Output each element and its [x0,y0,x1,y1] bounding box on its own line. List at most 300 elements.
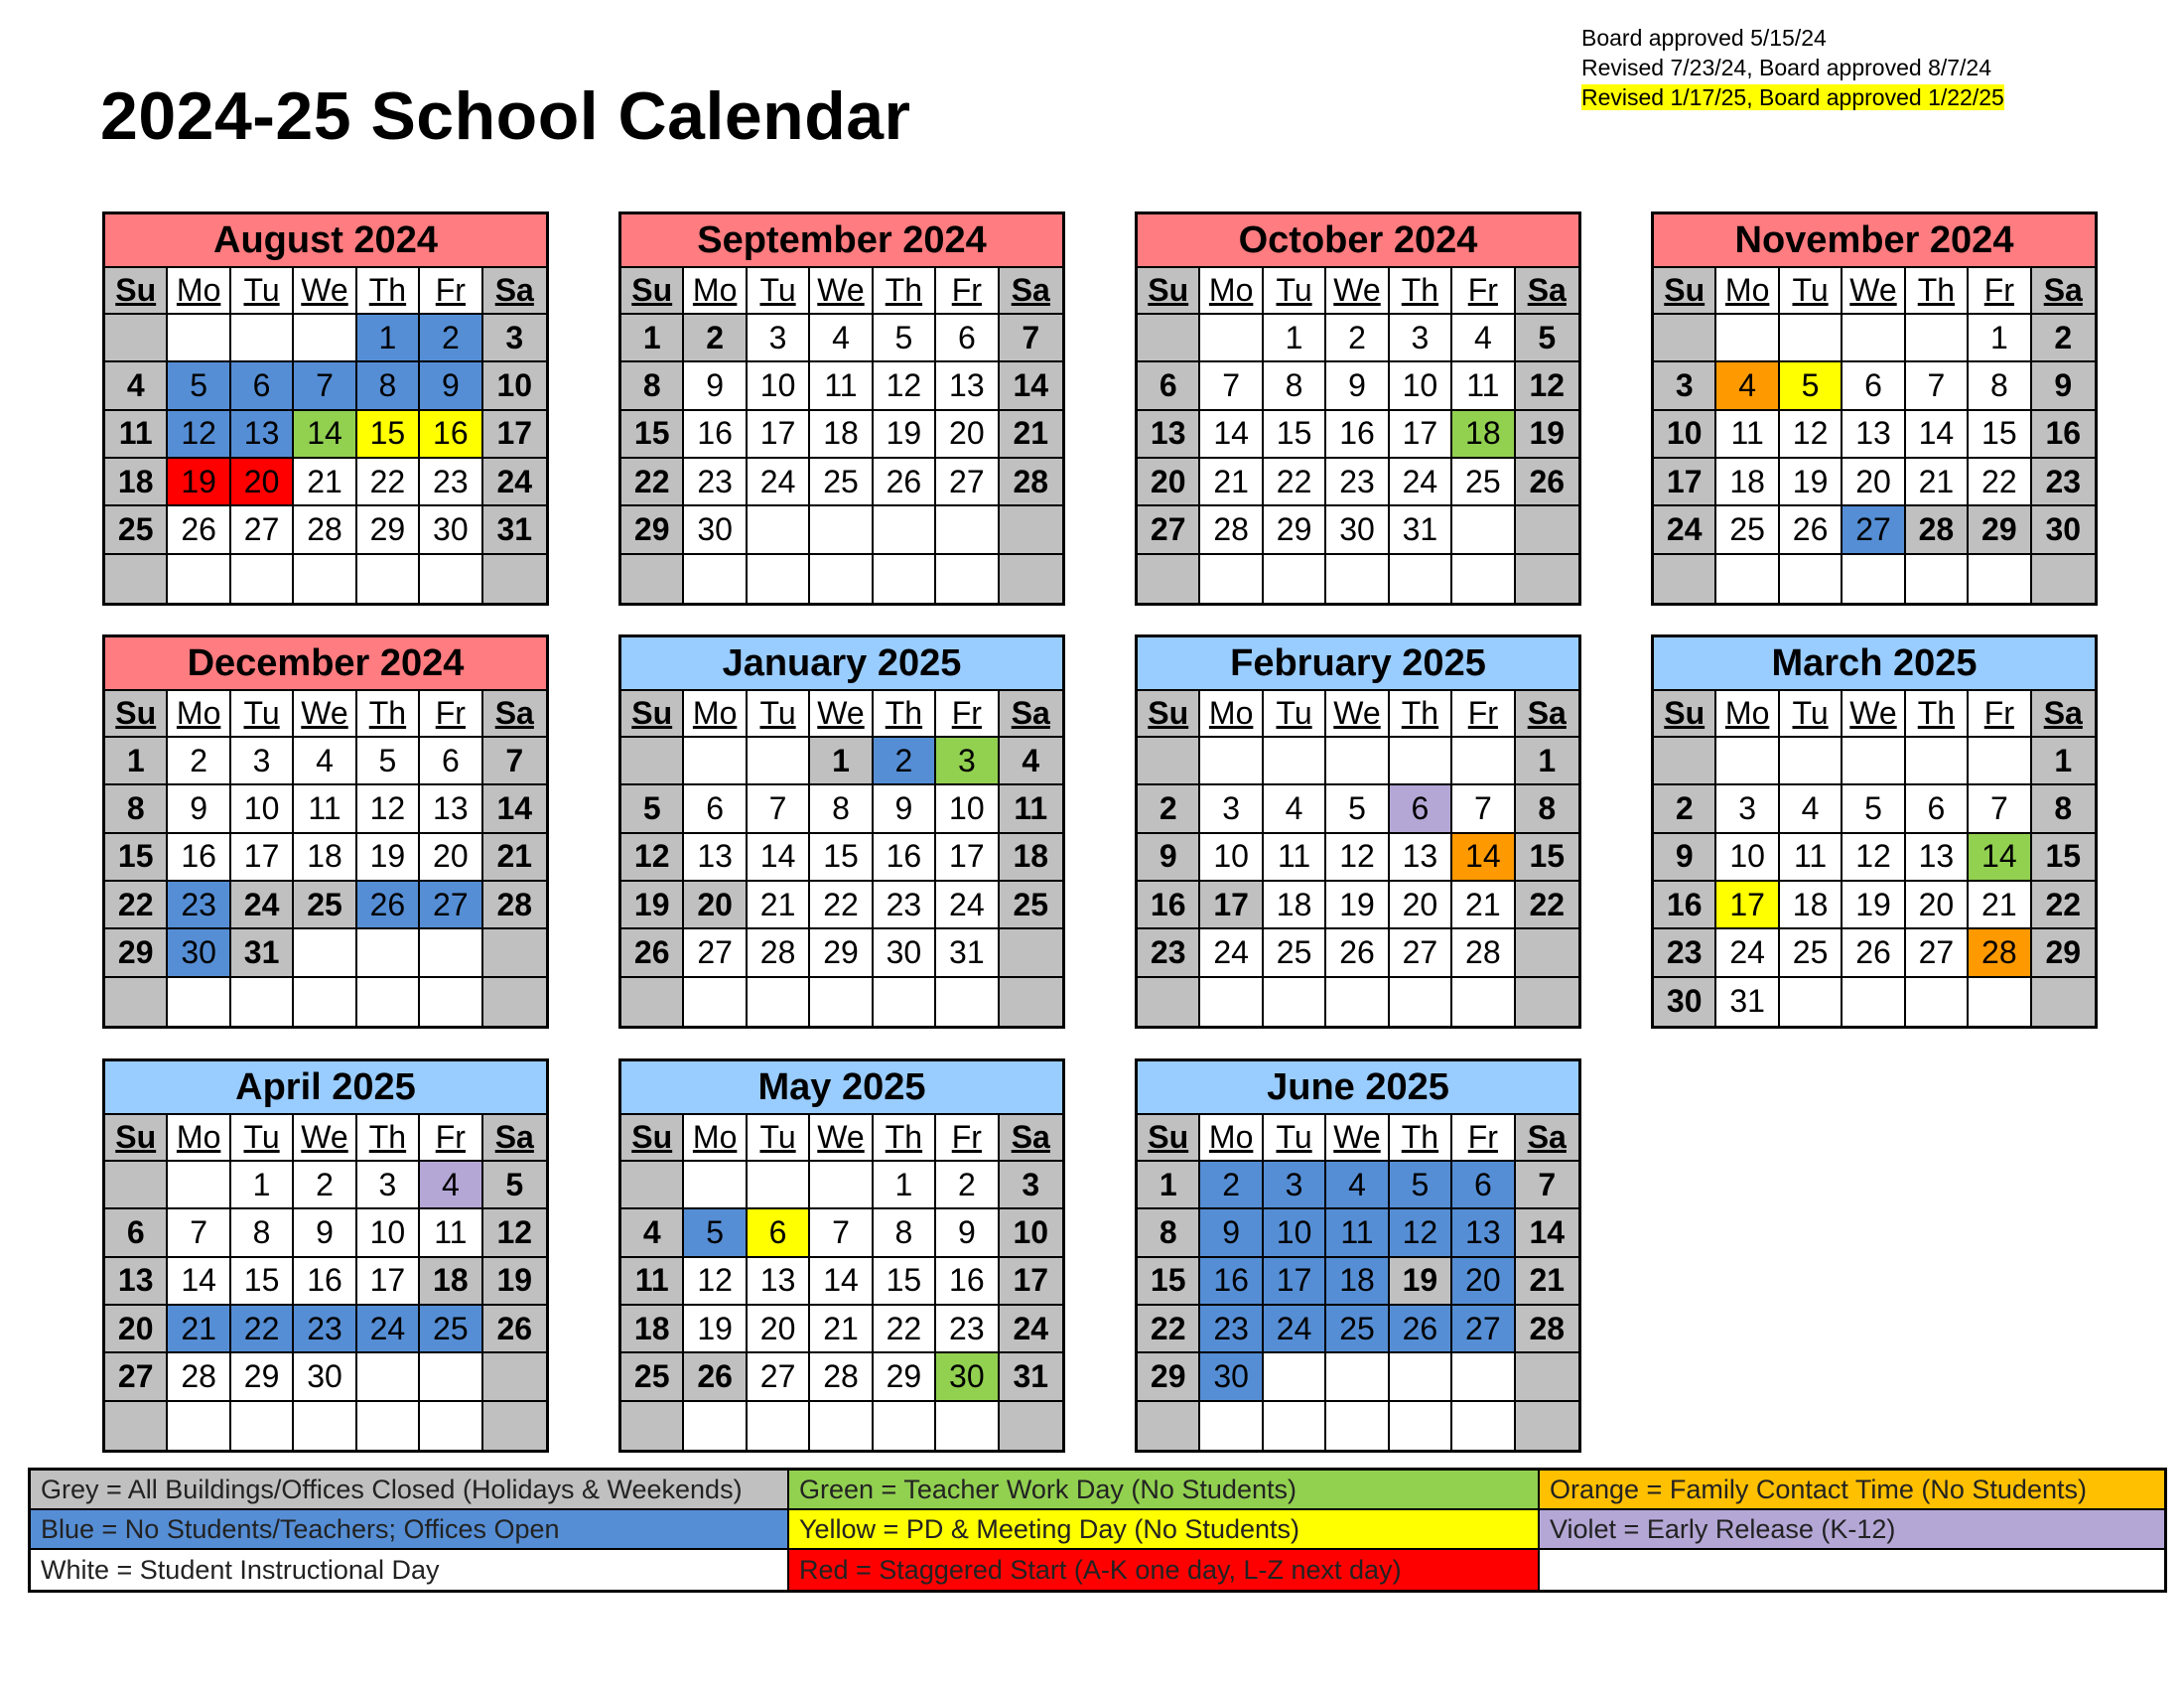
day-header: Tu [231,268,294,315]
month-title: September 2024 [621,214,1062,268]
day-cell: 27 [1138,506,1200,554]
empty-cell [1906,978,1969,1026]
day-cell: 2 [1654,785,1716,833]
empty-cell [420,1353,482,1401]
day-cell: 15 [357,411,420,459]
day-cell: 15 [874,1258,936,1306]
empty-cell [105,315,168,362]
empty-cell [1326,1353,1389,1401]
day-cell: 9 [874,785,936,833]
empty-cell [420,978,482,1026]
empty-cell [105,1162,168,1209]
day-cell: 26 [483,1306,546,1353]
day-cell: 26 [1780,506,1843,554]
day-header: Th [1906,691,1969,738]
empty-cell [1326,738,1389,785]
day-cell: 26 [1843,929,1905,977]
empty-cell [294,978,356,1026]
day-cell: 5 [483,1162,546,1209]
day-cell: 24 [1264,1306,1326,1353]
day-header: Su [1654,691,1716,738]
day-cell: 1 [1516,738,1578,785]
month-calendar [102,634,549,1029]
day-cell: 25 [1780,929,1843,977]
day-cell: 6 [1138,362,1200,410]
day-cell: 22 [105,882,168,929]
day-cell: 6 [231,362,294,410]
day-header: Sa [1516,1115,1578,1162]
day-cell: 13 [1906,834,1969,882]
day-cell: 13 [420,785,482,833]
empty-cell [684,738,747,785]
day-cell: 30 [874,929,936,977]
day-cell: 20 [684,882,747,929]
day-cell: 28 [483,882,546,929]
month-calendar [102,1058,549,1453]
day-cell: 9 [420,362,482,410]
day-cell: 5 [1843,785,1905,833]
day-cell: 29 [621,506,684,554]
day-header: Th [1390,691,1452,738]
day-cell: 1 [2032,738,2095,785]
day-cell: 15 [231,1258,294,1306]
day-cell: 13 [1452,1209,1515,1257]
day-header: Sa [483,691,546,738]
day-header: Th [1390,268,1452,315]
empty-cell [357,1353,420,1401]
color-legend [28,1468,2167,1593]
day-header: Fr [936,691,999,738]
approval-note: Revised 7/23/24, Board approved 8/7/24 [1581,55,1992,80]
day-header: Sa [2032,268,2095,315]
empty-cell [1780,315,1843,362]
day-cell: 26 [874,459,936,506]
empty-cell [357,929,420,977]
empty-cell [1780,555,1843,603]
day-cell: 27 [936,459,999,506]
day-cell: 10 [483,362,546,410]
approval-note-highlighted: Revised 1/17/25, Board approved 1/22/25 [1581,84,2004,110]
day-cell: 22 [621,459,684,506]
day-cell: 16 [1654,882,1716,929]
day-cell: 8 [231,1209,294,1257]
day-cell: 22 [1264,459,1326,506]
empty-cell [748,978,810,1026]
empty-cell [357,555,420,603]
day-cell: 10 [231,785,294,833]
day-header: Sa [1516,268,1578,315]
day-cell: 30 [1654,978,1716,1026]
empty-cell [1452,978,1515,1026]
day-cell: 11 [1000,785,1062,833]
legend-item: Violet = Early Release (K-12) [1540,1510,2164,1550]
empty-cell [936,555,999,603]
month-title: January 2025 [621,637,1062,691]
day-header: Su [105,1115,168,1162]
day-header: Th [357,1115,420,1162]
day-header: Su [621,268,684,315]
legend-item: Orange = Family Contact Time (No Students) [1540,1471,2164,1510]
empty-cell [1200,738,1263,785]
day-cell: 6 [1390,785,1452,833]
day-cell: 14 [294,411,356,459]
day-header: Su [1138,1115,1200,1162]
month-title: May 2025 [621,1061,1062,1115]
day-cell: 14 [483,785,546,833]
day-cell: 16 [1326,411,1389,459]
day-cell: 20 [420,834,482,882]
day-cell: 17 [1654,459,1716,506]
day-cell: 29 [2032,929,2095,977]
empty-cell [748,1162,810,1209]
day-cell: 23 [168,882,230,929]
day-cell: 15 [810,834,873,882]
day-cell: 8 [1516,785,1578,833]
day-cell: 21 [1906,459,1969,506]
day-cell: 26 [621,929,684,977]
day-cell: 31 [231,929,294,977]
month-calendar [1135,211,1581,606]
day-cell: 1 [874,1162,936,1209]
day-cell: 28 [294,506,356,554]
day-cell: 4 [1452,315,1515,362]
empty-cell [231,1402,294,1450]
day-cell: 5 [357,738,420,785]
day-cell: 15 [2032,834,2095,882]
day-cell: 9 [1326,362,1389,410]
day-cell: 7 [483,738,546,785]
day-header: Su [621,691,684,738]
day-cell: 12 [1326,834,1389,882]
page-title: 2024-25 School Calendar [100,78,911,154]
day-cell: 12 [168,411,230,459]
day-header: Tu [1264,691,1326,738]
day-cell: 7 [1906,362,1969,410]
day-cell: 8 [621,362,684,410]
day-cell: 15 [1264,411,1326,459]
day-cell: 24 [357,1306,420,1353]
empty-cell [168,555,230,603]
empty-cell [168,315,230,362]
day-cell: 22 [874,1306,936,1353]
day-header: Th [874,691,936,738]
day-cell: 21 [483,834,546,882]
day-cell: 19 [1326,882,1389,929]
day-cell: 17 [1390,411,1452,459]
day-cell: 9 [1654,834,1716,882]
day-cell: 4 [105,362,168,410]
day-cell: 7 [810,1209,873,1257]
day-cell: 21 [294,459,356,506]
day-cell: 1 [231,1162,294,1209]
empty-cell [1516,978,1578,1026]
empty-cell [294,1402,356,1450]
day-cell: 30 [936,1353,999,1401]
day-cell: 5 [874,315,936,362]
day-cell: 17 [357,1258,420,1306]
empty-cell [1264,1402,1326,1450]
day-header: Tu [231,1115,294,1162]
day-cell: 22 [1516,882,1578,929]
day-cell: 14 [1969,834,2031,882]
empty-cell [748,506,810,554]
empty-cell [1138,1402,1200,1450]
day-header: Su [1138,691,1200,738]
day-header: Th [1906,268,1969,315]
day-cell: 12 [357,785,420,833]
month-title: February 2025 [1138,637,1578,691]
day-header: Fr [420,691,482,738]
empty-cell [621,978,684,1026]
day-cell: 23 [684,459,747,506]
day-cell: 25 [621,1353,684,1401]
day-cell: 10 [1390,362,1452,410]
day-cell: 20 [231,459,294,506]
day-cell: 22 [231,1306,294,1353]
empty-cell [1969,555,2031,603]
day-cell: 24 [1000,1306,1062,1353]
legend-item: Red = Staggered Start (A-K one day, L-Z next day) [789,1550,1540,1590]
day-header: Mo [168,691,230,738]
empty-cell [1654,738,1716,785]
day-cell: 9 [294,1209,356,1257]
day-cell: 19 [168,459,230,506]
day-header: Fr [936,268,999,315]
day-cell: 19 [1843,882,1905,929]
day-cell: 15 [105,834,168,882]
day-cell: 31 [483,506,546,554]
day-cell: 18 [1264,882,1326,929]
month-title: August 2024 [105,214,546,268]
month-calendar [1651,634,2098,1029]
day-cell: 6 [105,1209,168,1257]
empty-cell [1000,506,1062,554]
day-header: Th [357,268,420,315]
day-cell: 7 [1516,1162,1578,1209]
day-cell: 24 [231,882,294,929]
day-cell: 5 [621,785,684,833]
empty-cell [1906,738,1969,785]
empty-cell [1969,978,2031,1026]
empty-cell [1906,555,1969,603]
empty-cell [483,978,546,1026]
day-header: Mo [684,268,747,315]
legend-item [1540,1550,2164,1590]
day-cell: 29 [105,929,168,977]
day-header: Tu [748,1115,810,1162]
day-cell: 7 [1000,315,1062,362]
day-cell: 5 [168,362,230,410]
empty-cell [1138,738,1200,785]
empty-cell [1516,555,1578,603]
day-cell: 15 [1516,834,1578,882]
month-title: June 2025 [1138,1061,1578,1115]
day-cell: 15 [1969,411,2031,459]
day-cell: 14 [1516,1209,1578,1257]
legend-item: Yellow = PD & Meeting Day (No Students) [789,1510,1540,1550]
day-cell: 6 [420,738,482,785]
day-cell: 3 [1264,1162,1326,1209]
day-cell: 19 [1516,411,1578,459]
day-cell: 16 [684,411,747,459]
empty-cell [1452,1353,1515,1401]
day-header: We [294,691,356,738]
day-cell: 25 [1716,506,1779,554]
day-cell: 25 [294,882,356,929]
empty-cell [420,1402,482,1450]
day-cell: 8 [1969,362,2031,410]
empty-cell [1264,555,1326,603]
day-header: Sa [2032,691,2095,738]
day-cell: 22 [810,882,873,929]
day-cell: 9 [684,362,747,410]
day-cell: 22 [1969,459,2031,506]
day-cell: 18 [1780,882,1843,929]
day-header: Tu [1264,1115,1326,1162]
day-cell: 2 [684,315,747,362]
day-header: Sa [1516,691,1578,738]
day-cell: 30 [1326,506,1389,554]
day-cell: 20 [105,1306,168,1353]
day-cell: 10 [1654,411,1716,459]
day-cell: 2 [294,1162,356,1209]
empty-cell [936,978,999,1026]
empty-cell [874,1402,936,1450]
day-cell: 6 [1906,785,1969,833]
empty-cell [1516,1402,1578,1450]
day-cell: 22 [1138,1306,1200,1353]
day-cell: 17 [748,411,810,459]
empty-cell [1138,555,1200,603]
day-header: Su [1138,268,1200,315]
day-cell: 5 [1326,785,1389,833]
day-cell: 13 [748,1258,810,1306]
day-cell: 24 [1716,929,1779,977]
empty-cell [1780,978,1843,1026]
approval-notes [1581,23,2004,112]
day-cell: 25 [810,459,873,506]
day-cell: 13 [231,411,294,459]
empty-cell [1390,1402,1452,1450]
day-cell: 12 [1843,834,1905,882]
day-cell: 19 [874,411,936,459]
day-cell: 14 [1000,362,1062,410]
day-cell: 21 [1000,411,1062,459]
day-cell: 9 [1200,1209,1263,1257]
day-cell: 17 [936,834,999,882]
day-cell: 11 [420,1209,482,1257]
day-cell: 8 [1138,1209,1200,1257]
day-cell: 23 [420,459,482,506]
day-cell: 2 [936,1162,999,1209]
empty-cell [1516,929,1578,977]
empty-cell [1843,315,1905,362]
day-cell: 20 [1906,882,1969,929]
day-cell: 23 [1326,459,1389,506]
day-cell: 16 [874,834,936,882]
day-header: Th [1390,1115,1452,1162]
day-cell: 10 [357,1209,420,1257]
day-cell: 14 [810,1258,873,1306]
day-cell: 28 [748,929,810,977]
day-cell: 20 [1390,882,1452,929]
day-cell: 2 [1326,315,1389,362]
month-calendar [102,211,549,606]
day-cell: 26 [1390,1306,1452,1353]
day-header: Sa [1000,691,1062,738]
day-cell: 3 [1654,362,1716,410]
day-cell: 9 [168,785,230,833]
empty-cell [810,1402,873,1450]
day-header: Tu [1780,268,1843,315]
day-cell: 5 [1780,362,1843,410]
day-cell: 18 [1452,411,1515,459]
day-cell: 27 [231,506,294,554]
day-cell: 4 [1716,362,1779,410]
empty-cell [1843,738,1905,785]
day-cell: 16 [420,411,482,459]
empty-cell [621,738,684,785]
empty-cell [684,1402,747,1450]
month-calendar [1135,634,1581,1029]
day-header: Su [105,691,168,738]
day-cell: 28 [168,1353,230,1401]
day-cell: 4 [294,738,356,785]
day-cell: 27 [420,882,482,929]
day-cell: 16 [2032,411,2095,459]
day-cell: 21 [1969,882,2031,929]
empty-cell [483,929,546,977]
day-header: We [1843,268,1905,315]
empty-cell [1654,315,1716,362]
month-calendar [1651,211,2098,606]
day-cell: 19 [483,1258,546,1306]
empty-cell [1000,929,1062,977]
day-cell: 12 [483,1209,546,1257]
day-cell: 1 [1969,315,2031,362]
day-cell: 25 [1326,1306,1389,1353]
day-cell: 18 [105,459,168,506]
day-header: Fr [1452,268,1515,315]
day-header: We [810,691,873,738]
empty-cell [1516,506,1578,554]
empty-cell [1843,978,1905,1026]
day-cell: 17 [1200,882,1263,929]
day-cell: 2 [874,738,936,785]
day-header: Fr [420,268,482,315]
day-cell: 21 [168,1306,230,1353]
day-cell: 23 [1138,929,1200,977]
day-cell: 17 [483,411,546,459]
day-cell: 19 [1390,1258,1452,1306]
empty-cell [357,978,420,1026]
day-header: We [1326,268,1389,315]
day-cell: 26 [684,1353,747,1401]
day-header: Su [621,1115,684,1162]
day-cell: 25 [1264,929,1326,977]
day-cell: 16 [1138,882,1200,929]
day-cell: 8 [874,1209,936,1257]
day-cell: 30 [420,506,482,554]
empty-cell [1716,738,1779,785]
day-cell: 20 [1138,459,1200,506]
day-cell: 27 [1843,506,1905,554]
day-cell: 4 [420,1162,482,1209]
day-cell: 23 [936,1306,999,1353]
day-cell: 29 [231,1353,294,1401]
empty-cell [1200,978,1263,1026]
empty-cell [105,1402,168,1450]
